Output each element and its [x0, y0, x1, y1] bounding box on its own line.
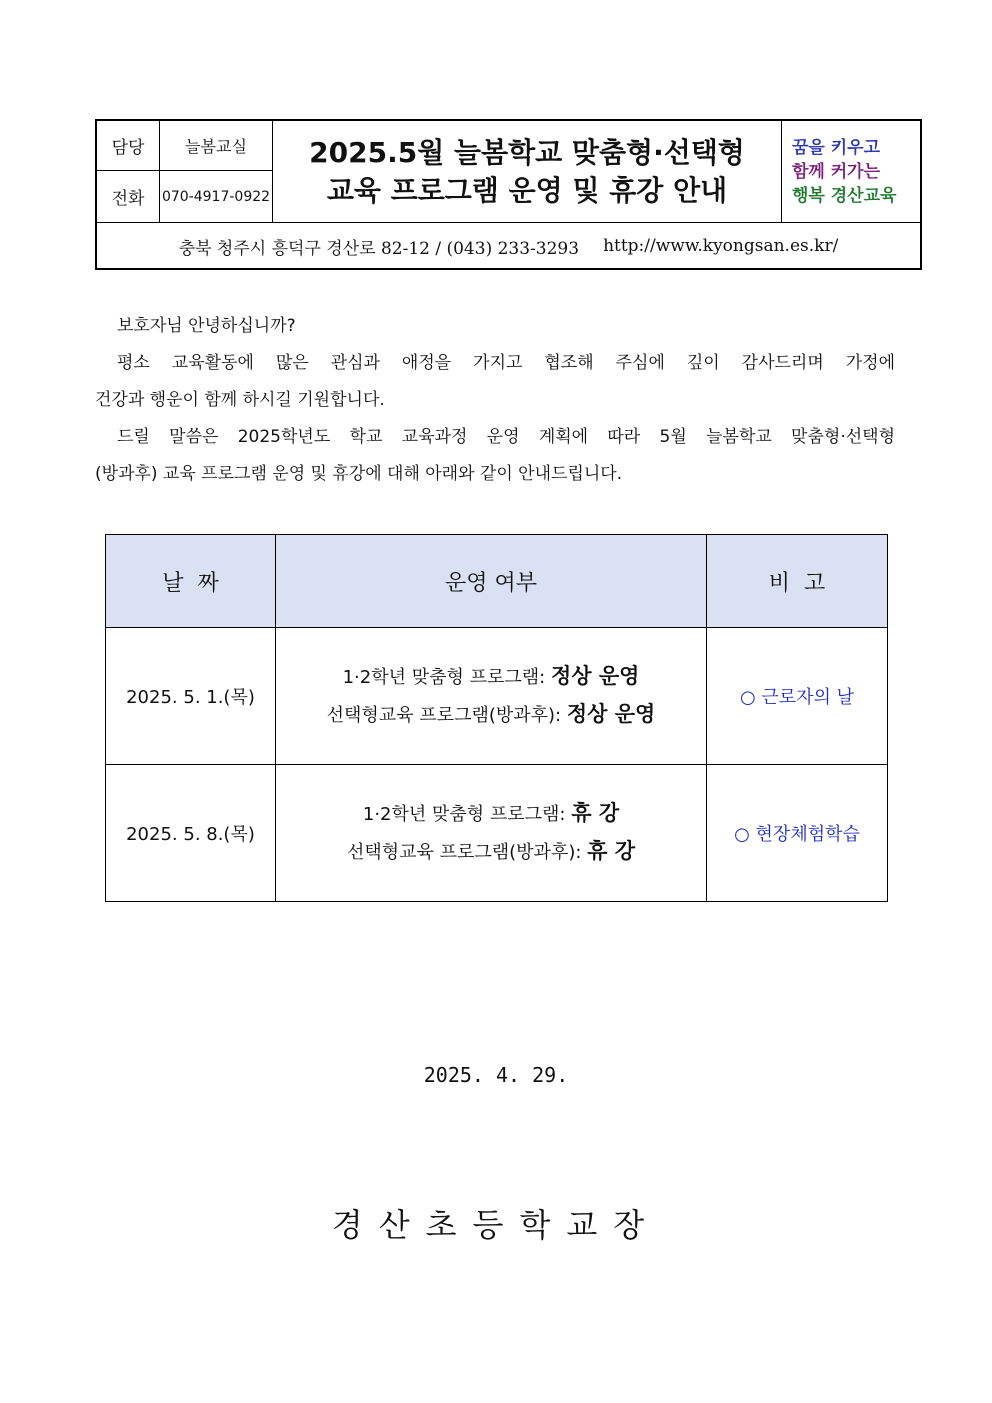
title-line-2: 교육 프로그램 운영 및 휴강 안내	[326, 173, 728, 207]
phone-label: 전화	[97, 171, 160, 222]
program-label: 1·2학년 맞춤형 프로그램:	[362, 804, 566, 825]
school-address: 충북 청주시 흥덕구 경산로 82-12 / (043) 233-3293	[178, 238, 580, 259]
program-label: 선택형교육 프로그램(방과후):	[346, 842, 582, 863]
table-header-row	[106, 535, 888, 628]
program-line	[277, 658, 705, 696]
contact-row	[97, 222, 920, 270]
letterhead-top-row	[97, 121, 920, 223]
row-remark: ○ 근로자의 날	[707, 628, 888, 765]
header-operation: 운영 여부	[276, 535, 707, 628]
title-line-1: 2025.5월 늘봄학교 맞춤형·선택형	[309, 135, 745, 169]
para1-line1: 평소 교육활동에 많은 관심과 애정을 가지고 협조해 주심에 깊이 감사드리며 가정에	[117, 353, 895, 373]
header-remark: 비 고	[707, 535, 888, 628]
dept-value: 늘봄교실	[160, 121, 273, 171]
slogan-line-3: 행복 경산교육	[792, 185, 897, 206]
program-status: 정상 운영	[550, 664, 640, 688]
program-line	[277, 833, 705, 871]
program-status: 휴 강	[587, 839, 636, 863]
slogan	[782, 121, 920, 222]
row-operation	[276, 765, 707, 902]
slogan-line-2: 함께 커가는	[792, 161, 881, 182]
row-operation	[276, 628, 707, 765]
para1-line2: 건강과 행운이 함께 하시길 기원합니다.	[95, 390, 385, 410]
program-line	[277, 696, 705, 734]
school-url[interactable]: http://www.kyongsan.es.kr/	[603, 236, 839, 256]
principal-signature: 경산초등학교장	[331, 1206, 661, 1244]
document-title	[273, 121, 782, 222]
dept-label: 담당	[97, 121, 160, 171]
header-date: 날 짜	[106, 535, 276, 628]
letterhead	[95, 119, 922, 270]
para2-line2: (방과후) 교육 프로그램 운영 및 휴강에 대해 아래와 같이 안내드립니다.	[95, 464, 623, 484]
slogan-line-1: 꿈을 키우고	[792, 137, 881, 158]
para2-line1: 드릴 말씀은 2025학년도 학교 교육과정 운영 계획에 따라 5월 늘봄학교 맞춤형·선택형	[117, 427, 895, 447]
table-row	[106, 628, 888, 765]
program-status: 정상 운영	[566, 702, 656, 726]
letter-body	[95, 308, 895, 493]
schedule-table	[105, 534, 888, 902]
phone-value: 070-4917-0922	[160, 171, 273, 222]
program-line	[277, 795, 705, 833]
greeting: 보호자님 안녕하십니까?	[117, 316, 296, 336]
row-date: 2025. 5. 8.(목)	[106, 765, 276, 902]
table-row	[106, 765, 888, 902]
issue-date: 2025. 4. 29.	[423, 1063, 569, 1087]
program-label: 선택형교육 프로그램(방과후):	[326, 705, 562, 726]
program-status: 휴 강	[571, 801, 620, 825]
program-label: 1·2학년 맞춤형 프로그램:	[342, 667, 546, 688]
row-remark: ○ 현장체험학습	[707, 765, 888, 902]
row-date: 2025. 5. 1.(목)	[106, 628, 276, 765]
